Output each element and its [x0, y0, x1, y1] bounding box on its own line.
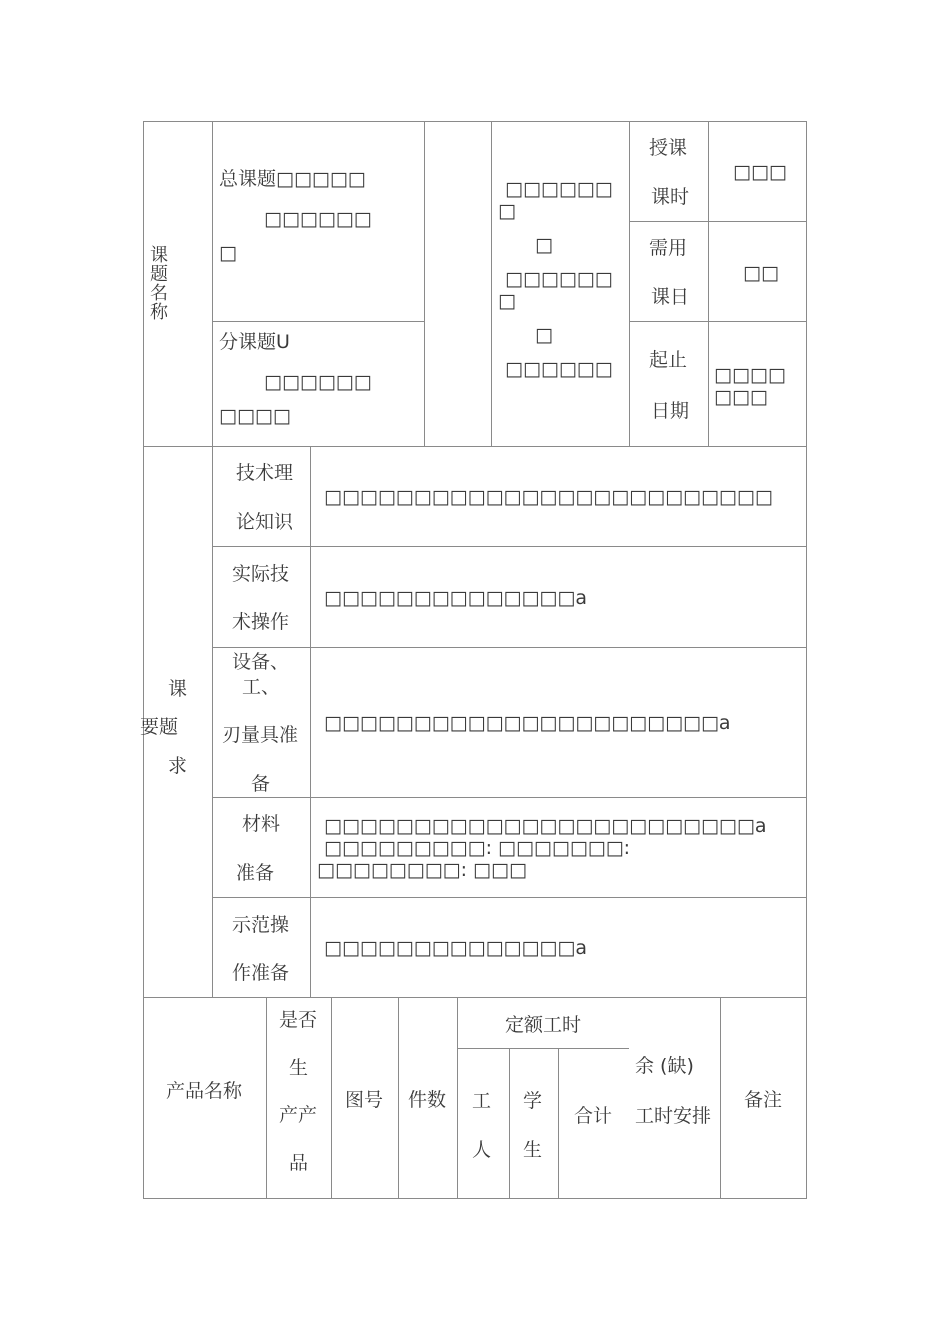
demo-label-top: 示范操: [232, 914, 290, 936]
is-production-l4: 品: [289, 1152, 309, 1174]
period-label-top: 起止: [649, 349, 688, 371]
period-label-bottom: 日期: [651, 400, 690, 422]
middle-col-line5: □: [498, 290, 516, 312]
theory-label-top: 技术理: [236, 462, 294, 484]
material-content-l1: □□□□□□□□□□□□□□□□□□□□□□□□a: [324, 815, 767, 837]
surplus-header-l2: 工时安排: [635, 1105, 712, 1127]
required-days-label-bottom: 课日: [651, 286, 690, 308]
sub-topic-line2: □□□□□□: [264, 371, 372, 393]
period-value-line2: □□□: [714, 386, 768, 408]
material-content-l3: □□□□□□□□: □□□: [317, 859, 527, 881]
period-value-line1: □□□□: [714, 364, 786, 386]
teaching-hours-label-top: 授课: [649, 137, 688, 159]
sub-topic-label: 分课题U: [219, 331, 290, 353]
required-days-label-top: 需用: [649, 237, 688, 259]
equipment-content: □□□□□□□□□□□□□□□□□□□□□□a: [324, 712, 731, 734]
demo-content: □□□□□□□□□□□□□□a: [324, 937, 587, 959]
material-label-bottom: 准备: [236, 862, 275, 884]
theory-label-bottom: 论知识: [236, 511, 294, 533]
material-content-l2: □□□□□□□□□: □□□□□□□:: [324, 837, 631, 859]
student-header-l2: 生: [523, 1139, 543, 1161]
equipment-label-l1: 设备、: [232, 651, 290, 673]
middle-col-line1: □□□□□□: [505, 178, 613, 200]
teaching-hours-label-bottom: 课时: [651, 186, 690, 208]
drawing-no-header: 图号: [345, 1089, 384, 1111]
middle-col-line6: □: [535, 324, 553, 346]
requirements-label-b: 要题: [140, 716, 179, 738]
student-header-l1: 学: [523, 1090, 543, 1112]
total-topic-label: 总课题□□□□□: [219, 168, 366, 190]
sub-topic-line3: □□□□: [219, 405, 291, 427]
remarks-header: 备注: [744, 1089, 783, 1111]
worker-header-l2: 人: [472, 1139, 492, 1161]
quantity-header: 件数: [408, 1089, 447, 1111]
is-production-l1: 是否: [279, 1009, 318, 1031]
middle-col-line3: □: [535, 234, 553, 256]
teaching-hours-value: □□□: [733, 161, 787, 183]
requirements-label-c: 求: [168, 755, 188, 777]
equipment-label-l3: 刃量具准: [222, 724, 299, 746]
requirements-label-a: 课: [168, 678, 188, 700]
material-label-top: 材料: [242, 813, 281, 835]
product-name-header: 产品名称: [166, 1080, 243, 1102]
quota-hours-header: 定额工时: [505, 1014, 582, 1036]
is-production-l2: 生: [289, 1057, 309, 1079]
is-production-l3: 产产: [279, 1104, 318, 1126]
equipment-label-l4: 备: [251, 773, 271, 795]
total-topic-line2: □□□□□□: [264, 208, 372, 230]
middle-col-line4: □□□□□□: [505, 268, 613, 290]
total-topic-line3: □: [219, 242, 237, 264]
worker-header-l1: 工: [472, 1090, 492, 1112]
middle-col-line2: □: [498, 200, 516, 222]
demo-label-bottom: 作准备: [232, 962, 290, 984]
theory-content: □□□□□□□□□□□□□□□□□□□□□□□□□: [324, 486, 773, 508]
practice-label-top: 实际技: [232, 563, 290, 585]
surplus-header-l1: 余 (缺): [635, 1055, 694, 1077]
required-days-value: □□: [743, 262, 779, 284]
practice-label-bottom: 术操作: [232, 611, 290, 633]
total-header: 合计: [574, 1105, 613, 1127]
equipment-label-l2: 工、: [242, 676, 281, 698]
middle-col-line7: □□□□□□: [505, 358, 613, 380]
practice-content: □□□□□□□□□□□□□□a: [324, 587, 587, 609]
topic-name-label: 课 题 名 称: [150, 245, 168, 323]
